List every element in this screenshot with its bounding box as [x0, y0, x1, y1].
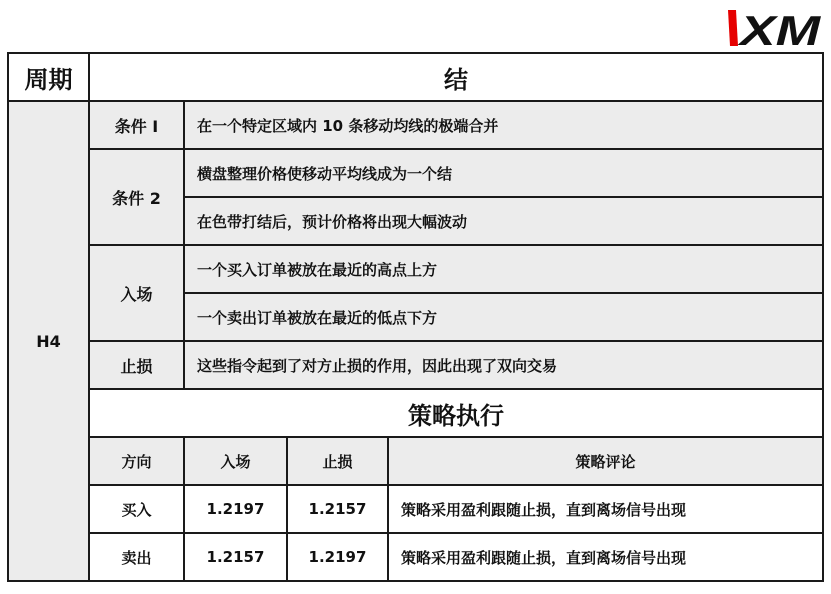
xm-logo	[726, 6, 824, 50]
table-row	[8, 485, 823, 533]
table-row	[8, 533, 823, 581]
condition-2-text-2: 在色带打结后，预计价格将出现大幅波动	[184, 197, 823, 245]
condition-2-text-1: 横盘整理价格使移动平均线成为一个结	[184, 149, 823, 197]
strategy-table	[7, 52, 824, 582]
svg-text:XM: XM	[737, 7, 822, 50]
col-comment: 策略评论	[388, 437, 823, 485]
row-entry: 1.2197	[184, 485, 287, 533]
row-direction: 买入	[89, 485, 184, 533]
entry-label: 入场	[89, 245, 184, 341]
col-stop-loss: 止损	[287, 437, 388, 485]
stop-loss-text: 这些指令起到了对方止损的作用，因此出现了双向交易	[184, 341, 823, 389]
period-header: 周期	[8, 53, 89, 101]
condition-2-label: 条件 2	[89, 149, 184, 245]
row-comment: 策略采用盈利跟随止损，直到离场信号出现	[388, 533, 823, 581]
row-stop-loss: 1.2197	[287, 533, 388, 581]
condition-1-label: 条件 I	[89, 101, 184, 149]
timeframe-cell: H4	[8, 101, 89, 581]
stop-loss-label: 止损	[89, 341, 184, 389]
col-direction: 方向	[89, 437, 184, 485]
entry-text-2: 一个卖出订单被放在最近的低点下方	[184, 293, 823, 341]
strategy-title: 策略执行	[89, 389, 823, 437]
knot-header: 结	[89, 53, 823, 101]
row-comment: 策略采用盈利跟随止损，直到离场信号出现	[388, 485, 823, 533]
row-stop-loss: 1.2157	[287, 485, 388, 533]
col-entry: 入场	[184, 437, 287, 485]
row-direction: 卖出	[89, 533, 184, 581]
entry-text-1: 一个买入订单被放在最近的高点上方	[184, 245, 823, 293]
condition-1-text: 在一个特定区域内 10 条移动均线的极端合并	[184, 101, 823, 149]
row-entry: 1.2157	[184, 533, 287, 581]
